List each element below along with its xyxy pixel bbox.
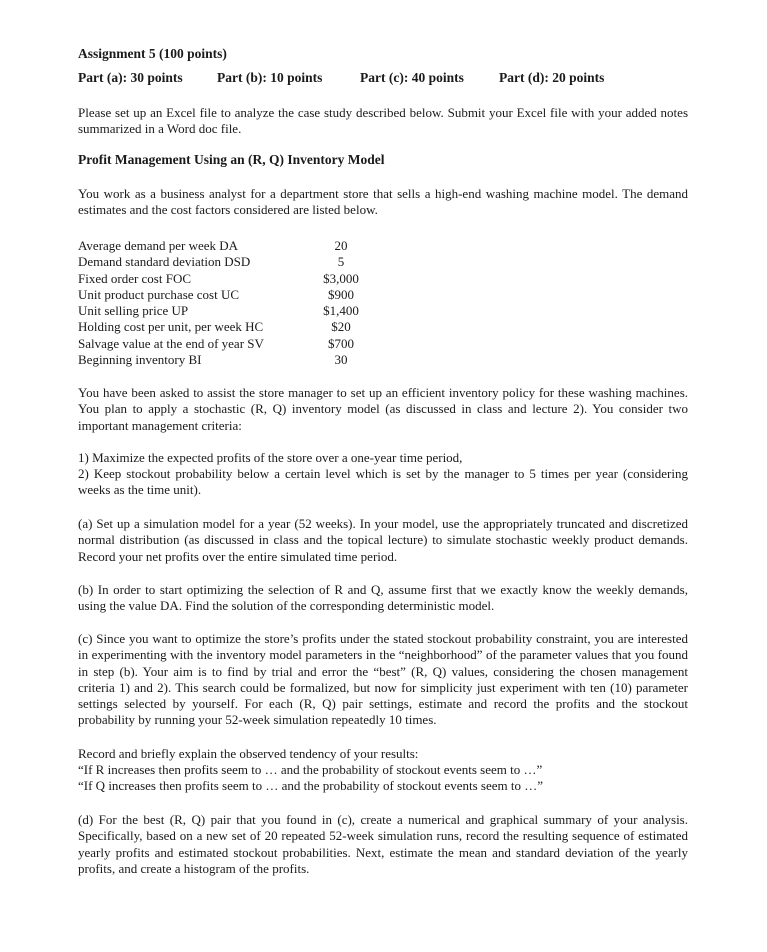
- parameter-row: [78, 238, 398, 254]
- parameter-row: [78, 254, 398, 270]
- points-breakdown: [78, 70, 690, 90]
- parameter-label: Holding cost per unit, per week HC: [78, 319, 264, 335]
- part-a-paragraph: (a) Set up a simulation model for a year (52 weeks). In your model, use the appropriately truncated and discretized normal distribution (as discussed in class and the topical lecture) to simulate stochastic weekly product demands. Record your net profits over the entire simulated time period.: [78, 516, 688, 564]
- parameter-label: Unit selling price UP: [78, 303, 189, 319]
- parameter-value: $1,400: [323, 303, 359, 319]
- section-heading: Profit Management Using an (R, Q) Inventory Model: [78, 152, 385, 167]
- parameter-row: [78, 271, 398, 287]
- parameter-row: [78, 319, 398, 335]
- parameter-label: Beginning inventory BI: [78, 352, 202, 368]
- part-c-points: Part (c): 40 points: [360, 70, 464, 85]
- parameter-label: Demand standard deviation DSD: [78, 254, 251, 270]
- criterion-2: 2) Keep stockout probability below a certain level which is set by the manager to 5 times per year (considering weeks as the time unit).: [78, 466, 688, 498]
- parameter-row: [78, 336, 398, 352]
- part-b-paragraph: (b) In order to start optimizing the selection of R and Q, assume first that we exactly know the weekly demands, using the value DA. Find the solution of the corresponding deterministic model.: [78, 582, 688, 614]
- part-d-points: Part (d): 20 points: [499, 70, 605, 85]
- tendency-line-2: “If R increases then profits seem to … and the probability of stockout events seem to …”: [78, 762, 543, 777]
- parameter-value: 30: [334, 352, 348, 368]
- parameter-row: [78, 303, 398, 319]
- parameter-value: 5: [337, 254, 345, 270]
- parameter-label: Average demand per week DA: [78, 238, 239, 253]
- parameter-row: [78, 287, 398, 303]
- parameter-label: Unit product purchase cost UC: [78, 286, 240, 302]
- task-intro-paragraph: You have been asked to assist the store manager to set up an efficient inventory policy for these washing machines. You plan to apply a stochastic (R, Q) inventory model (as discussed in class and lecture 2). You consider two important management criteria:: [78, 385, 688, 433]
- intro-paragraph: Please set up an Excel file to analyze the case study described below. Submit your Excel file with your added notes summarized in a Word doc file.: [78, 105, 688, 137]
- tendency-line-3: “If Q increases then profits seem to … and the probability of stockout events seem to …”: [78, 778, 543, 793]
- parameter-label: Salvage value at the end of year SV: [78, 335, 264, 351]
- parameter-value: $20: [331, 319, 351, 335]
- part-c-paragraph: (c) Since you want to optimize the store’s profits under the stated stockout probability constraint, you are interested in experimenting with the inventory model parameters in the “neighborhood” of the parameter values that you found in step (b). Your aim is to find by trial and error the “best” (R, Q) values, considering the chosen management criteria 1) and 2). This search could be formalized, but now for simplicity just experiment with ten (10) parameter settings selected by yourself. For each (R, Q) pair settings, estimate and record the profits and the stockout probability by running your 52-week simulation repeatedly 10 times.: [78, 631, 688, 728]
- context-paragraph: You work as a business analyst for a department store that sells a high-end washing machine model. The demand estimates and the cost factors considered are listed below.: [78, 186, 688, 218]
- criterion-1: 1) Maximize the expected profits of the store over a one-year time period,: [78, 450, 463, 465]
- parameter-list: [78, 238, 398, 368]
- part-b-points: Part (b): 10 points: [217, 70, 323, 85]
- part-a-points: Part (a): 30 points: [78, 70, 183, 85]
- tendency-line-1: Record and briefly explain the observed tendency of your results:: [78, 746, 419, 761]
- parameter-value: 20: [334, 238, 348, 253]
- assignment-title: Assignment 5 (100 points): [78, 46, 227, 61]
- parameter-label: Fixed order cost FOC: [78, 270, 192, 286]
- part-d-paragraph: (d) For the best (R, Q) pair that you found in (c), create a numerical and graphical summary of your analysis. Specifically, based on a new set of 20 repeated 52-week simulation runs, record the resulting sequence of estimated yearly profits and estimated stockout probabilities. Next, estimate the mean and standard deviation of the yearly profits, and create a histogram of the profits.: [78, 812, 688, 876]
- parameter-row: [78, 352, 398, 368]
- parameter-value: $900: [328, 286, 354, 302]
- parameter-value: $700: [328, 335, 354, 351]
- parameter-value: $3,000: [323, 270, 359, 286]
